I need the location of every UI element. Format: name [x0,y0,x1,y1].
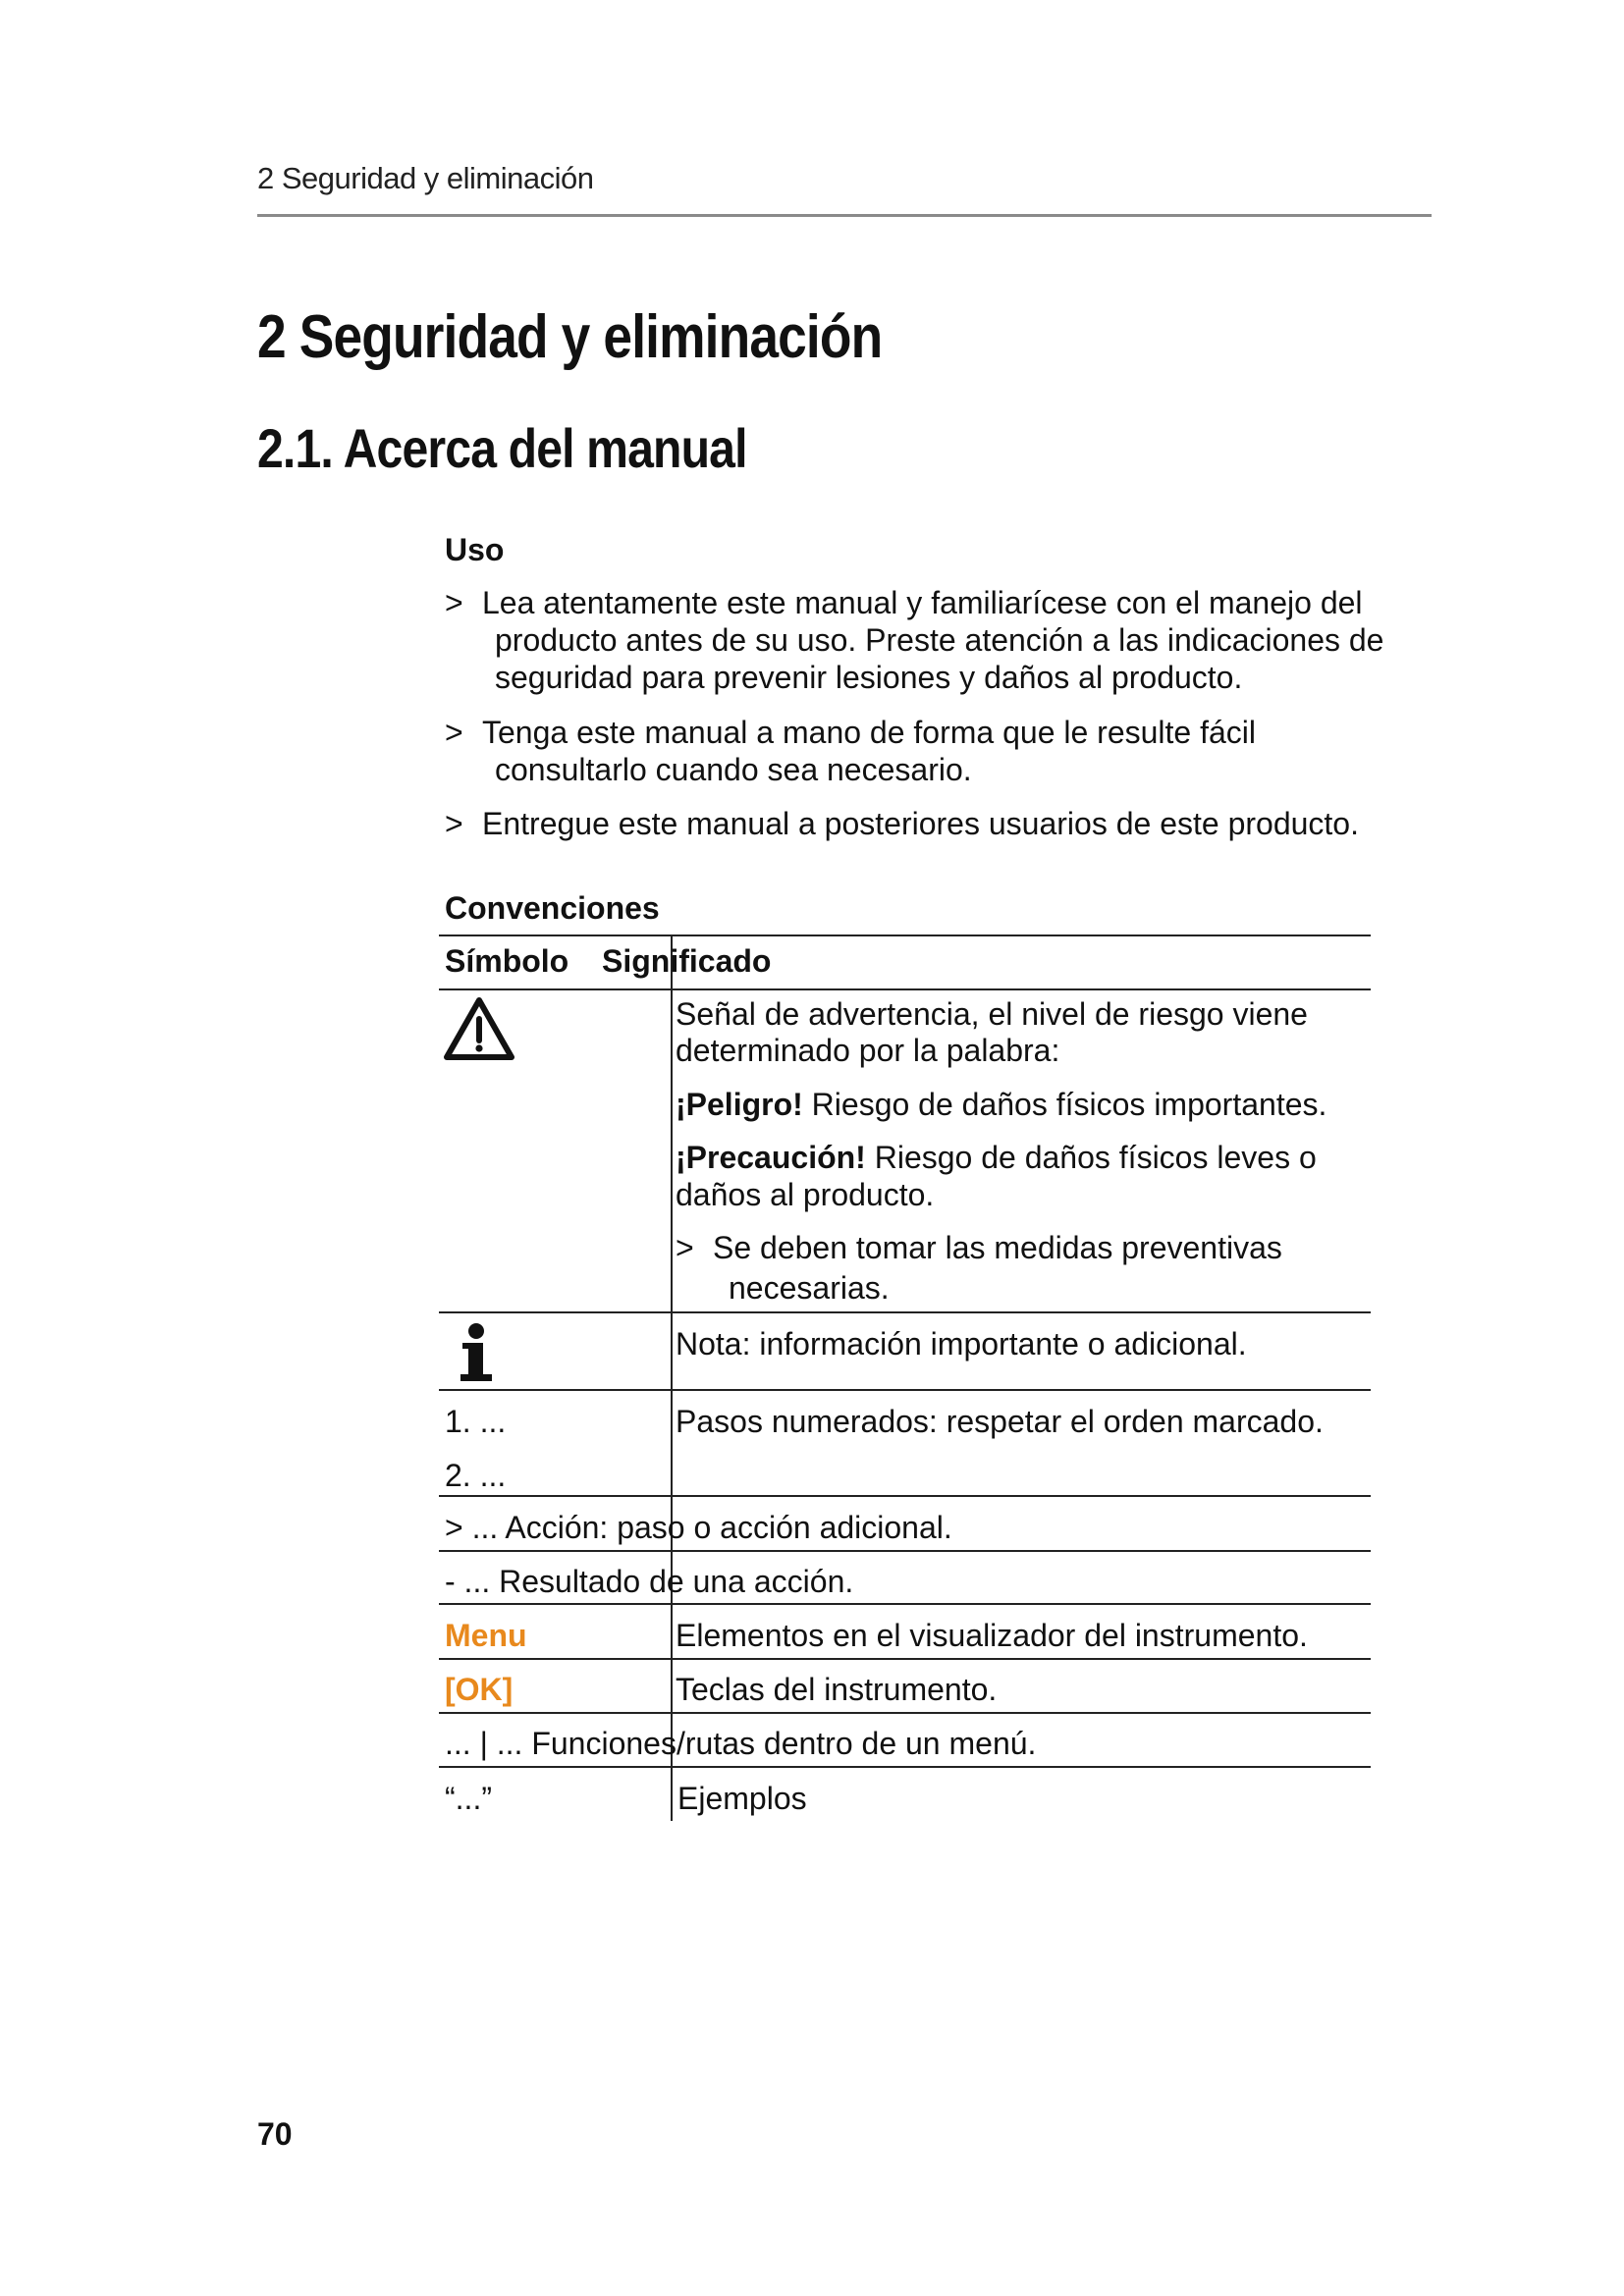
action-line-2: necesarias. [729,1270,890,1306]
danger-label: ¡Peligro! [676,1087,803,1122]
list-item-text: Lea atentamente este manual y familiarícese con el manejo del [482,585,1363,620]
menu-symbol: Menu [445,1618,527,1653]
list-item-text: Tenga este manual a mano de forma que le resulte fácil [482,715,1257,750]
menu-text: Elementos en el visualizador del instrumento. [676,1618,1308,1653]
ok-symbol: [OK] [445,1672,514,1707]
conventions-heading: Convenciones [445,890,660,926]
danger-text: Riesgo de daños físicos importantes. [802,1087,1327,1122]
column-header-meaning: Significado [602,943,772,979]
action-row-text: > ... Acción: paso o acción adicional. [445,1510,952,1545]
caution-line-2: daños al producto. [676,1177,935,1212]
table-rule [439,1389,1371,1391]
uso-heading: Uso [445,532,505,567]
column-header-symbol: Símbolo [445,943,569,979]
list-item [445,584,1436,696]
caution-label: ¡Precaución! [676,1140,866,1175]
result-row-text: - ... Resultado de una acción. [445,1564,854,1599]
list-item [445,714,1436,788]
examples-symbol: “...” [445,1781,492,1816]
table-rule [439,934,1371,936]
step-symbol-2: 2. ... [445,1458,507,1493]
page-number: 70 [257,2116,293,2152]
step-symbol-1: 1. ... [445,1404,507,1439]
list-item-text: producto antes de su uso. Preste atención a las indicaciones de [495,622,1384,658]
bullet-mark: > [445,585,463,620]
list-item-text: consultarlo cuando sea necesario. [495,752,972,787]
table-column-divider [671,934,673,1821]
chapter-title: 2 Seguridad y eliminación [257,303,883,371]
list-item [445,805,1436,842]
table-rule [439,988,1371,990]
header-divider [257,214,1432,217]
caution-line [676,1140,1317,1176]
action-line: Se deben tomar las medidas preventivas [713,1230,1282,1265]
bullet-mark: > [445,715,463,750]
section-title: 2.1. Acerca del manual [257,417,747,479]
examples-text: Ejemplos [677,1781,807,1816]
steps-text: Pasos numerados: respetar el orden marcado. [676,1404,1324,1439]
list-item-text: seguridad para prevenir lesiones y daños al producto. [495,660,1243,695]
info-icon [458,1322,495,1391]
warning-desc-line: Señal de advertencia, el nivel de riesgo viene [676,996,1308,1032]
table-rule [439,1495,1371,1497]
note-text: Nota: información importante o adicional. [676,1326,1247,1362]
ok-text: Teclas del instrumento. [676,1672,998,1707]
warning-desc-line: determinado por la palabra: [676,1033,1060,1068]
bullet-mark: > [445,806,463,841]
action-mark: > [676,1230,694,1265]
table-rule [439,1550,1371,1552]
table-rule [439,1603,1371,1605]
table-rule [439,1658,1371,1660]
running-header: 2 Seguridad y eliminación [257,161,594,195]
table-rule [439,1766,1371,1768]
danger-line [676,1087,1326,1123]
caution-text: Riesgo de daños físicos leves o [865,1140,1317,1175]
table-rule [439,1712,1371,1714]
path-row-text: ... | ... Funciones/rutas dentro de un menú. [445,1726,1037,1761]
table-rule [439,1311,1371,1313]
list-item-text: Entregue este manual a posteriores usuarios de este producto. [482,806,1359,841]
warning-icon [443,995,515,1070]
